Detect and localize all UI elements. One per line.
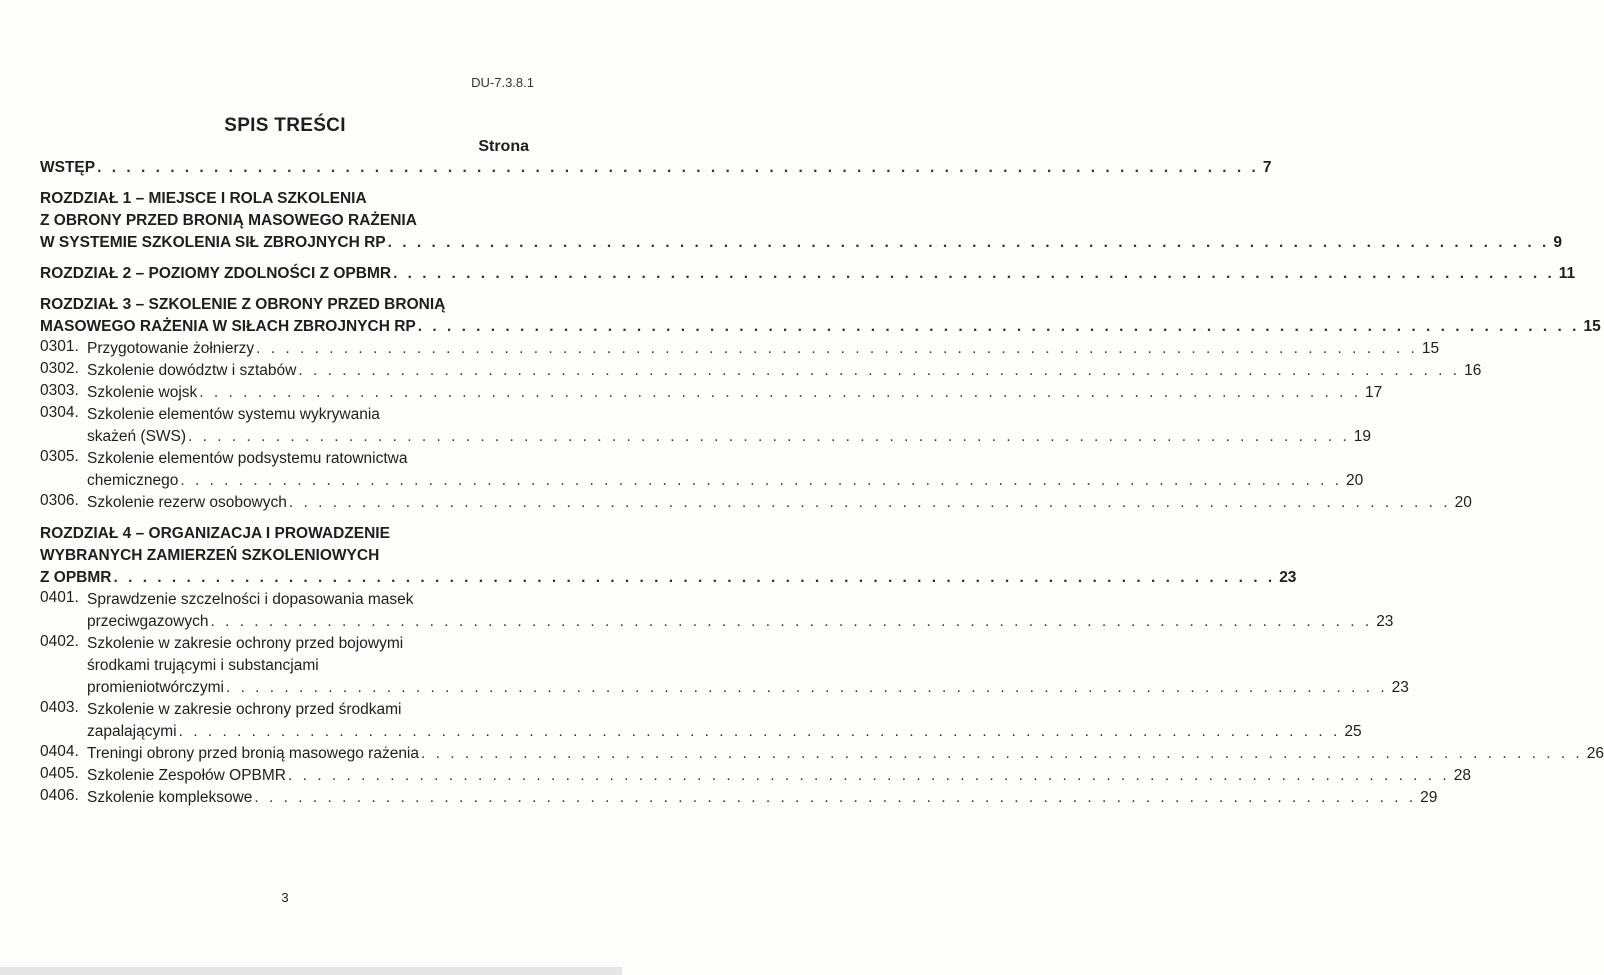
toc-entry-label: Szkolenie wojsk: [87, 384, 198, 401]
dot-leader: . . . . . . . . . . . . . . . . . . . . . . . . . . . . . . . . . . . . . . . . . . . . . . . . . . . . . . . . . . . . . . . . . . . . . . . . . . . . . . . .: [97, 159, 1259, 176]
toc-page-number: 9: [1553, 234, 1562, 251]
toc-section-0404[interactable]: [40, 743, 1604, 765]
toc-entry-label: Szkolenie rezerw osobowych: [87, 494, 287, 511]
toc-page-number: 29: [1420, 789, 1438, 806]
toc-intro[interactable]: [40, 157, 1272, 179]
toc-section-0302[interactable]: [40, 360, 1482, 382]
toc-page-number: 25: [1344, 723, 1362, 740]
toc-section-0405[interactable]: [40, 765, 1471, 787]
page-column-label: Strona: [478, 138, 529, 155]
section-number: 0304.: [40, 404, 79, 421]
toc-entry-line: ROZDZIAŁ 3 – SZKOLENIE Z OBRONY PRZED BRONIĄ: [40, 296, 446, 313]
toc-entry-label: Szkolenie kompleksowe: [87, 789, 253, 806]
toc-section-0301[interactable]: [40, 338, 1440, 360]
toc-page-number: 11: [1558, 265, 1576, 282]
toc-entry-line: WYBRANYCH ZAMIERZEŃ SZKOLENIOWYCH: [40, 547, 380, 564]
section-number: 0402.: [40, 633, 79, 650]
section-number: 0305.: [40, 448, 79, 465]
dot-leader: . . . . . . . . . . . . . . . . . . . . . . . . . . . . . . . . . . . . . . . . . . . . . . . . . . . . . . . . . . . . . . . . . . . . . . . . . . . . . . . .: [180, 472, 1343, 489]
toc-page-number: 23: [1279, 569, 1297, 586]
dot-leader: . . . . . . . . . . . . . . . . . . . . . . . . . . . . . . . . . . . . . . . . . . . . . . . . . . . . . . . . . . . . . . . . . . . . . . . . . . . . . . . .: [288, 767, 1450, 784]
toc-page-number: 28: [1453, 767, 1471, 784]
toc-entry-line: Z OBRONY PRZED BRONIĄ MASOWEGO RAŻENIA: [40, 212, 417, 229]
toc-entry-line: ROZDZIAŁ 4 – ORGANIZACJA I PROWADZENIE: [40, 525, 390, 542]
toc-entry-label: W SYSTEMIE SZKOLENIA SIŁ ZBROJNYCH RP: [40, 234, 386, 251]
dot-leader: . . . . . . . . . . . . . . . . . . . . . . . . . . . . . . . . . . . . . . . . . . . . . . . . . . . . . . . . . . . . . . . . . . . . . . . . . . . . . . . .: [178, 723, 1341, 740]
page-number: 3: [281, 890, 289, 905]
dot-leader: . . . . . . . . . . . . . . . . . . . . . . . . . . . . . . . . . . . . . . . . . . . . . . . . . . . . . . . . . . . . . . . . . . . . . . . . . . . . . . . .: [256, 340, 1418, 357]
dot-leader: . . . . . . . . . . . . . . . . . . . . . . . . . . . . . . . . . . . . . . . . . . . . . . . . . . . . . . . . . . . . . . . . . . . . . . . . . . . . . . . .: [113, 569, 1276, 586]
toc-chapter-3[interactable]: [40, 294, 1601, 338]
toc-page-number: 26: [1586, 745, 1604, 762]
toc-page-number: 17: [1365, 384, 1383, 401]
toc-section-0304[interactable]: [40, 404, 1372, 448]
dot-leader: . . . . . . . . . . . . . . . . . . . . . . . . . . . . . . . . . . . . . . . . . . . . . . . . . . . . . . . . . . . . . . . . . . . . . . . . . . . . . . . .: [417, 318, 1580, 335]
toc-entry-line: Szkolenie elementów podsystemu ratownictwa: [87, 450, 408, 467]
toc-chapter-4[interactable]: [40, 523, 1297, 589]
dot-leader: . . . . . . . . . . . . . . . . . . . . . . . . . . . . . . . . . . . . . . . . . . . . . . . . . . . . . . . . . . . . . . . . . . . . . . . . . . . . . . . .: [210, 613, 1373, 630]
toc-entry-line: ROZDZIAŁ 1 – MIEJSCE I ROLA SZKOLENIA: [40, 190, 367, 207]
toc-page-number: 20: [1454, 494, 1472, 511]
section-number: 0403.: [40, 699, 79, 716]
toc-entry-line: Szkolenie w zakresie ochrony przed środkami: [87, 701, 402, 718]
section-number: 0306.: [40, 492, 79, 509]
toc-section-0406[interactable]: [40, 787, 1438, 809]
toc-chapter-2[interactable]: [40, 263, 1576, 285]
table-of-contents: [40, 157, 1604, 809]
toc-page-number: 19: [1353, 428, 1372, 445]
toc-section-0403[interactable]: [40, 699, 1362, 743]
toc-entry-label: WSTĘP: [40, 159, 96, 176]
dot-leader: . . . . . . . . . . . . . . . . . . . . . . . . . . . . . . . . . . . . . . . . . . . . . . . . . . . . . . . . . . . . . . . . . . . . . . . . . . . . . . . .: [188, 428, 1350, 445]
toc-entry-label: Z OPBMR: [40, 569, 112, 586]
section-number: 0302.: [40, 360, 79, 377]
dot-leader: . . . . . . . . . . . . . . . . . . . . . . . . . . . . . . . . . . . . . . . . . . . . . . . . . . . . . . . . . . . . . . . . . . . . . . . . . . . . . . . .: [225, 679, 1388, 696]
section-number: 0303.: [40, 382, 79, 399]
toc-entry-label: MASOWEGO RAŻENIA W SIŁACH ZBROJNYCH RP: [40, 318, 416, 335]
toc-entry-label: chemicznego: [87, 472, 179, 489]
toc-page-number: 23: [1376, 613, 1394, 630]
dot-leader: . . . . . . . . . . . . . . . . . . . . . . . . . . . . . . . . . . . . . . . . . . . . . . . . . . . . . . . . . . . . . . . . . . . . . . . . . . . . . . . .: [421, 745, 1583, 762]
section-number: 0406.: [40, 787, 79, 804]
section-number: 0401.: [40, 589, 79, 606]
toc-entry-label: Szkolenie Zespołów OPBMR: [87, 767, 286, 784]
toc-page-number: 7: [1262, 159, 1272, 176]
toc-entry-line: Szkolenie w zakresie ochrony przed bojowymi: [87, 635, 404, 652]
toc-section-0303[interactable]: [40, 382, 1383, 404]
toc-entry-label: promieniotwórczymi: [87, 679, 224, 696]
section-number: 0301.: [40, 338, 79, 355]
section-number: 0404.: [40, 743, 79, 760]
toc-page-number: 15: [1583, 318, 1601, 335]
dot-leader: . . . . . . . . . . . . . . . . . . . . . . . . . . . . . . . . . . . . . . . . . . . . . . . . . . . . . . . . . . . . . . . . . . . . . . . . . . . . . . . .: [288, 494, 1451, 511]
toc-page-number: 23: [1391, 679, 1409, 696]
toc-section-0305[interactable]: [40, 448, 1364, 492]
document-code: DU-7.3.8.1: [471, 75, 534, 90]
toc-section-0401[interactable]: [40, 589, 1394, 633]
toc-entry-label: Szkolenie dowództw i sztabów: [87, 362, 297, 379]
toc-entry-line: Szkolenie elementów systemu wykrywania: [87, 406, 380, 423]
dot-leader: . . . . . . . . . . . . . . . . . . . . . . . . . . . . . . . . . . . . . . . . . . . . . . . . . . . . . . . . . . . . . . . . . . . . . . . . . . . . . . . .: [393, 265, 1555, 282]
toc-page-number: 15: [1421, 340, 1440, 357]
toc-entry-line: środkami trującymi i substancjami: [87, 657, 319, 674]
dot-leader: . . . . . . . . . . . . . . . . . . . . . . . . . . . . . . . . . . . . . . . . . . . . . . . . . . . . . . . . . . . . . . . . . . . . . . . . . . . . . . . .: [254, 789, 1417, 806]
page-title: SPIS TREŚCI: [224, 115, 346, 136]
toc-entry-line: Sprawdzenie szczelności i dopasowania masek: [87, 591, 414, 608]
dot-leader: . . . . . . . . . . . . . . . . . . . . . . . . . . . . . . . . . . . . . . . . . . . . . . . . . . . . . . . . . . . . . . . . . . . . . . . . . . . . . . . .: [199, 384, 1361, 401]
toc-chapter-1[interactable]: [40, 188, 1562, 254]
toc-page-number: 16: [1464, 362, 1482, 379]
toc-entry-label: zapalającymi: [87, 723, 177, 740]
scan-edge: [0, 967, 622, 975]
toc-entry-label: skażeń (SWS): [87, 428, 187, 445]
toc-section-0402[interactable]: [40, 633, 1409, 699]
toc-entry-label: Treningi obrony przed bronią masowego rażenia: [87, 745, 420, 762]
dot-leader: . . . . . . . . . . . . . . . . . . . . . . . . . . . . . . . . . . . . . . . . . . . . . . . . . . . . . . . . . . . . . . . . . . . . . . . . . . . . . . . .: [387, 234, 1550, 251]
toc-entry-label: przeciwgazowych: [87, 613, 209, 630]
dot-leader: . . . . . . . . . . . . . . . . . . . . . . . . . . . . . . . . . . . . . . . . . . . . . . . . . . . . . . . . . . . . . . . . . . . . . . . . . . . . . . . .: [298, 362, 1461, 379]
toc-page-number: 20: [1346, 472, 1364, 489]
toc-entry-label: Przygotowanie żołnierzy: [87, 340, 255, 357]
section-number: 0405.: [40, 765, 79, 782]
toc-section-0306[interactable]: [40, 492, 1472, 514]
toc-entry-label: ROZDZIAŁ 2 – POZIOMY ZDOLNOŚCI Z OPBMR: [40, 265, 392, 282]
